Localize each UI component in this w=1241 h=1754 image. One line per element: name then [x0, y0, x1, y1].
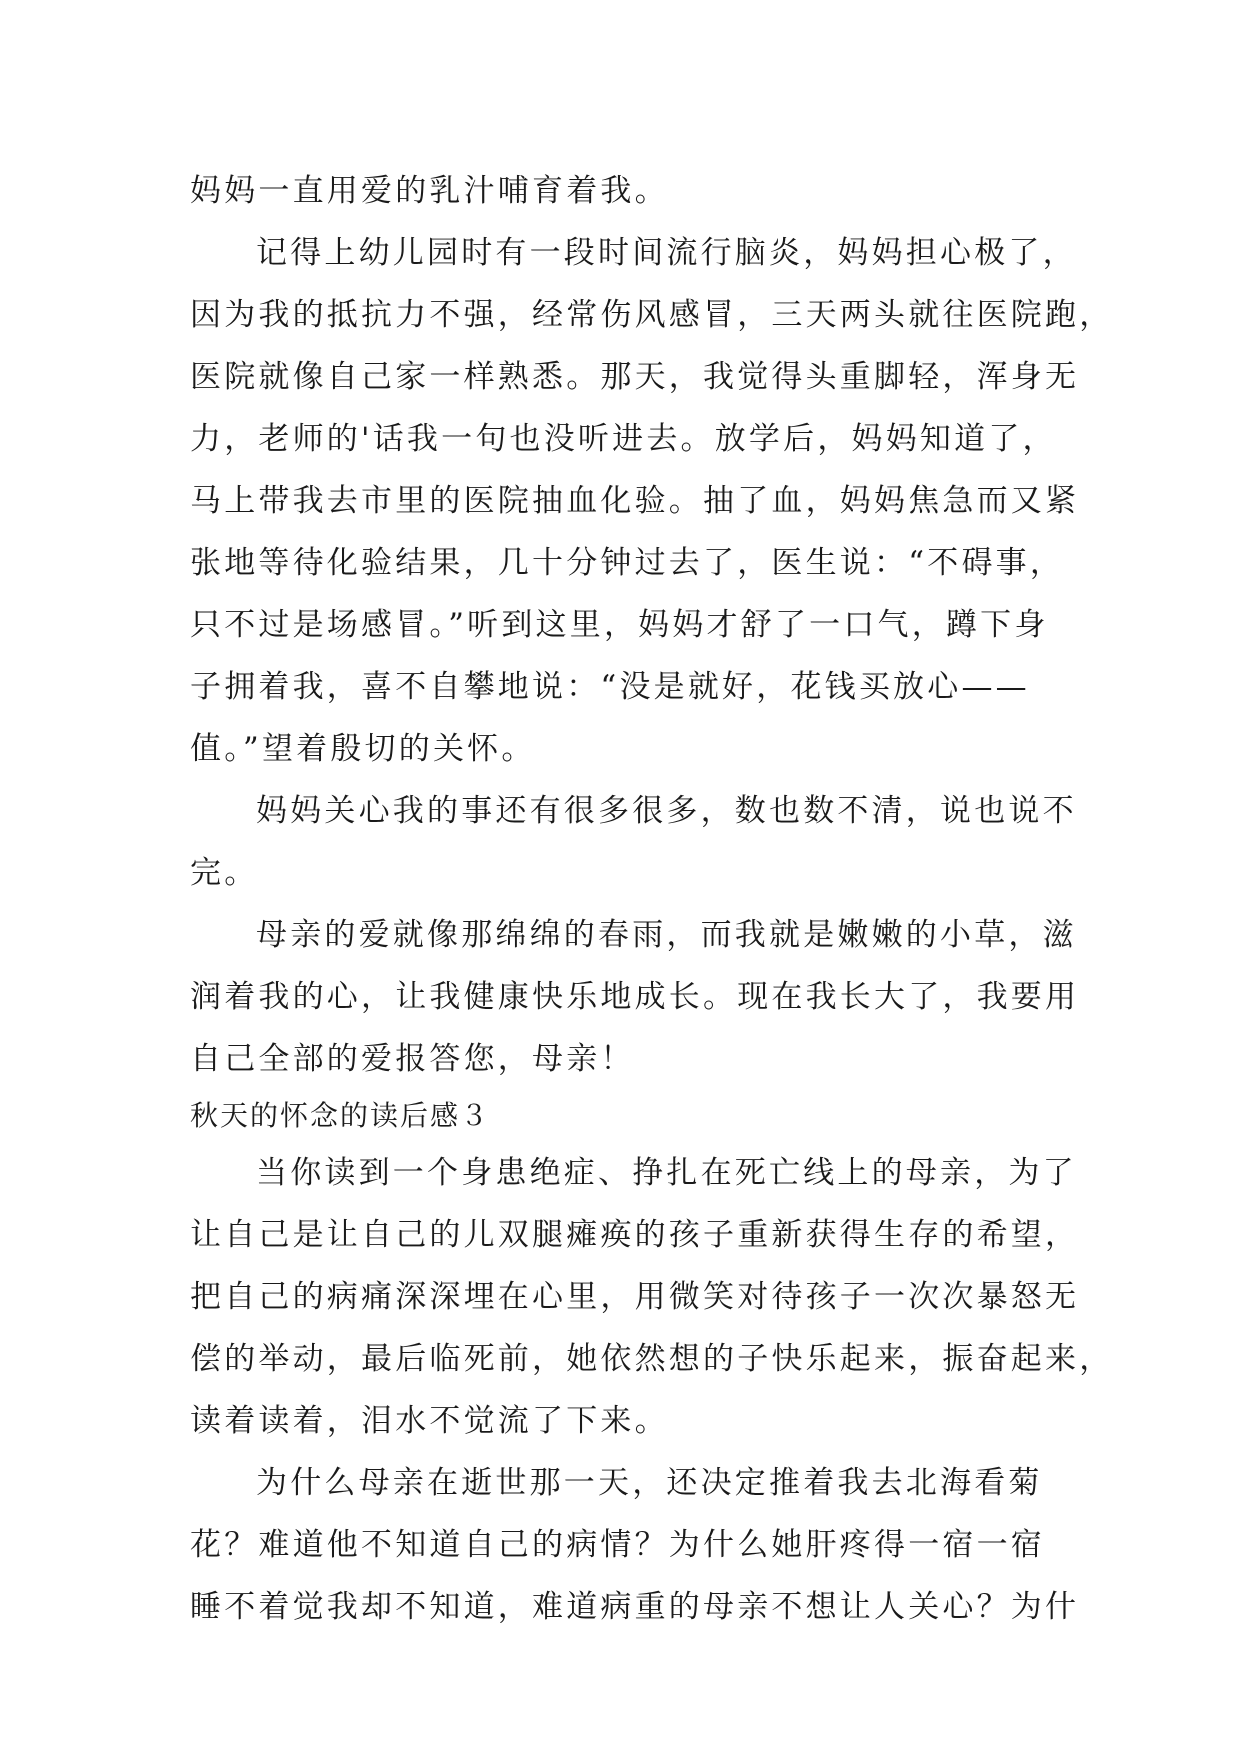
text-line: 因为我的抵抗力不强，经常伤风感冒，三天两头就往医院跑，	[190, 297, 1114, 333]
text-line: 让自己是让自己的儿双腿瘫痪的孩子重新获得生存的希望，	[190, 1217, 1080, 1253]
text-line: 医院就像自己家一样熟悉。那天，我觉得头重脚轻，浑身无	[190, 359, 1080, 395]
text-line: 马上带我去市里的医院抽血化验。抽了血，妈妈焦急而又紧	[190, 483, 1080, 519]
text-line: 力，老师的'话我一句也没听进去。放学后，妈妈知道了，	[190, 421, 1057, 457]
text-line: 花？难道他不知道自己的病情？为什么她肝疼得一宿一宿	[190, 1527, 1045, 1563]
text-line: 完。	[190, 855, 259, 891]
paragraph-start-line: 母亲的爱就像那绵绵的春雨，而我就是嫩嫩的小草，滋	[256, 917, 1077, 953]
text-line: 睡不着觉我却不知道，难道病重的母亲不想让人关心？为什	[190, 1589, 1080, 1625]
text-line: 子拥着我，喜不自攀地说：“没是就好，花钱买放心——	[190, 669, 1030, 705]
text-line: 妈妈一直用爱的乳汁哺育着我。	[190, 173, 669, 209]
text-line: 只不过是场感冒。”听到这里，妈妈才舒了一口气，蹲下身	[190, 607, 1049, 643]
text-line: 偿的举动，最后临死前，她依然想的子快乐起来，振奋起来，	[190, 1341, 1114, 1377]
text-line: 值。”望着殷切的关怀。	[190, 731, 536, 767]
text-line: 把自己的病痛深深埋在心里，用微笑对待孩子一次次暴怒无	[190, 1279, 1080, 1315]
text-line: 自己全部的爱报答您，母亲！	[190, 1041, 635, 1077]
paragraph-start-line: 记得上幼儿园时有一段时间流行脑炎，妈妈担心极了，	[256, 235, 1077, 271]
paragraph-start-line: 妈妈关心我的事还有很多很多，数也数不清，说也说不	[256, 793, 1077, 829]
text-line: 润着我的心，让我健康快乐地成长。现在我长大了，我要用	[190, 979, 1080, 1015]
text-line: 读着读着，泪水不觉流了下来。	[190, 1403, 669, 1439]
section-heading: 秋天的怀念的读后感３	[190, 1099, 491, 1132]
text-line: 张地等待化验结果，几十分钟过去了，医生说：“不碍事，	[190, 545, 1065, 581]
paragraph-start-line: 当你读到一个身患绝症、挣扎在死亡线上的母亲，为了	[256, 1155, 1077, 1191]
document-body	[190, 160, 1114, 1638]
paragraph-start-line: 为什么母亲在逝世那一天，还决定推着我去北海看菊	[256, 1465, 1043, 1501]
